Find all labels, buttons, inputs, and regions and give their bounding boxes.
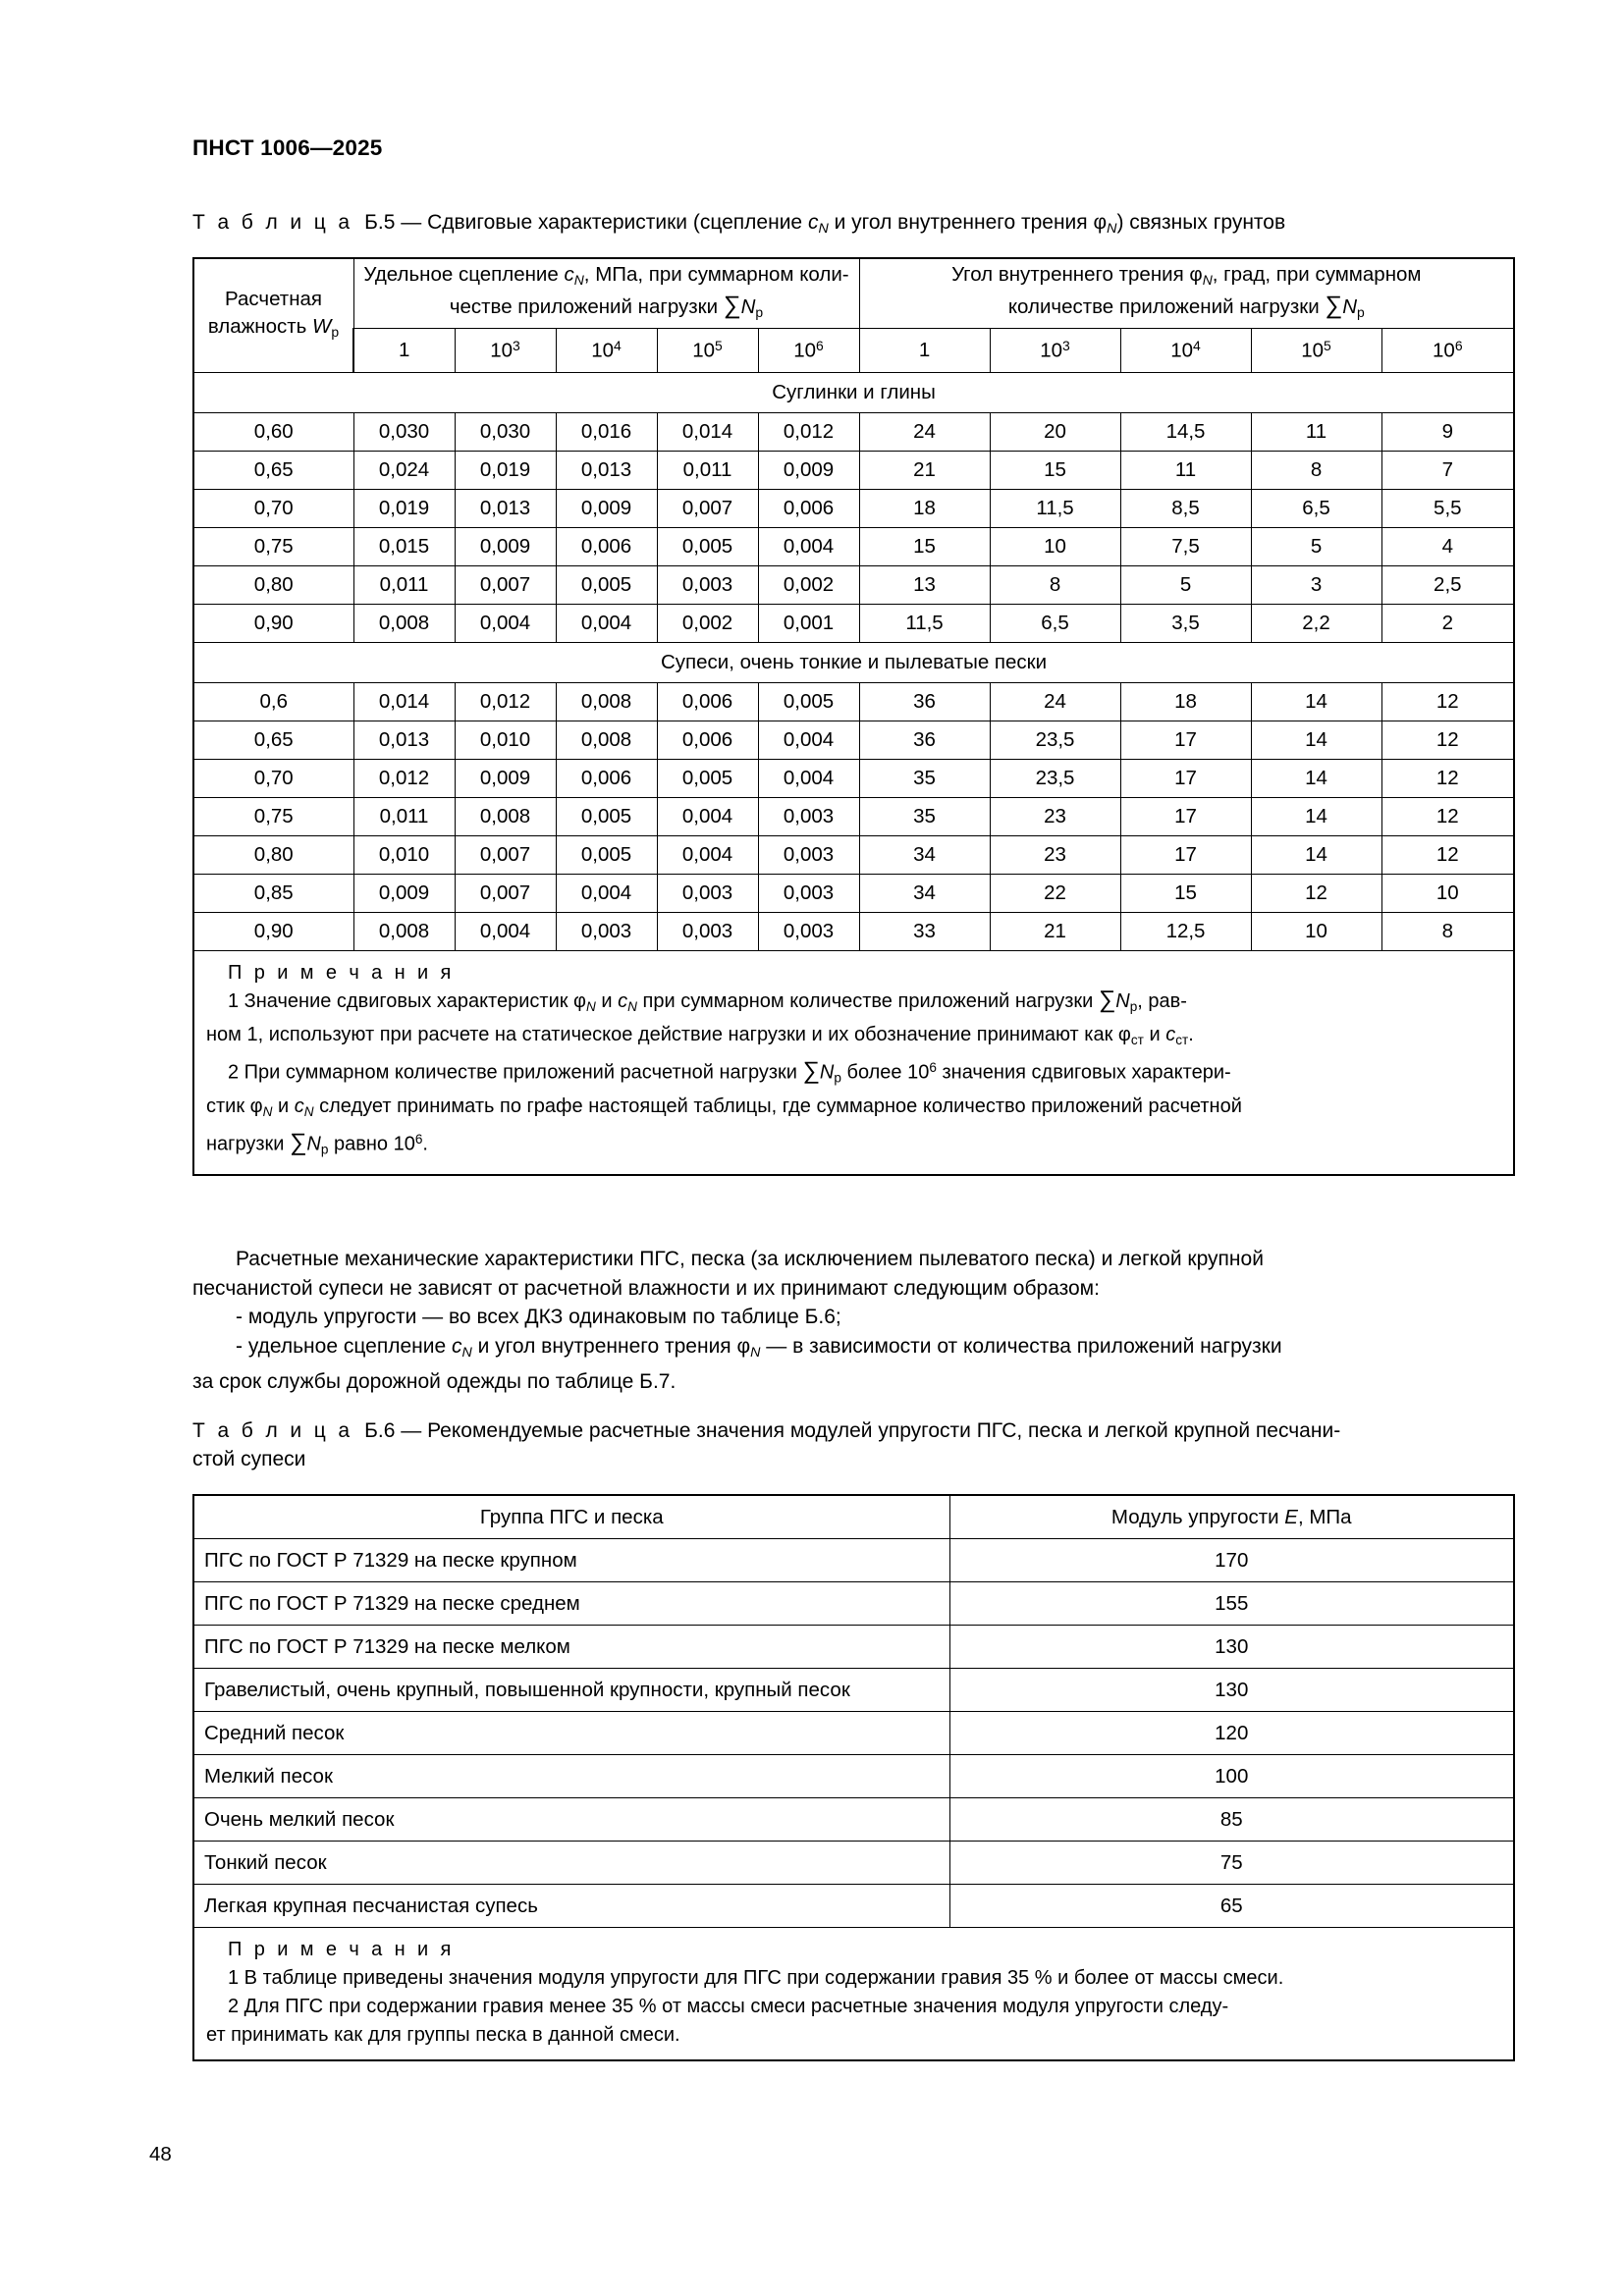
table-b5-cell-p3: 17 <box>1120 759 1251 797</box>
table-b5-cell-w: 0,80 <box>193 835 353 874</box>
table-b5-cell-c2: 0,007 <box>455 835 556 874</box>
table-b5-cell-c4: 0,005 <box>657 759 758 797</box>
table-b5-cell-c5: 0,002 <box>758 565 859 604</box>
table-b5-cell-c3: 0,013 <box>556 451 657 489</box>
table-b5-cell-c3: 0,004 <box>556 874 657 912</box>
table-b5-cell-p4: 12 <box>1251 874 1381 912</box>
table-b5-cell-w: 0,90 <box>193 604 353 642</box>
table-b5-cell-w: 0,70 <box>193 759 353 797</box>
table-b5-n-header-1-0: 1 <box>859 328 990 372</box>
table-b5-cell-p1: 34 <box>859 835 990 874</box>
table-b5-cell-w: 0,90 <box>193 912 353 950</box>
table-row <box>193 1712 1514 1755</box>
table-b5-cell-c2: 0,012 <box>455 682 556 721</box>
table-b5-cell-c5: 0,005 <box>758 682 859 721</box>
table-b5-cell-c4: 0,011 <box>657 451 758 489</box>
table-b5-cell-p4: 10 <box>1251 912 1381 950</box>
table-b5-cell-c1: 0,024 <box>353 451 455 489</box>
table-b5-cell-w: 0,6 <box>193 682 353 721</box>
table-b5-n-header-1-3: $10^5$ <box>1251 328 1381 372</box>
table-b5-note-2: 2 При суммарном количестве приложений расчетной нагрузки $\sum N_р$ более $10^6$ значения сдвиговых характери- <box>228 1057 1231 1086</box>
table-b5-cell-c2: 0,007 <box>455 874 556 912</box>
table-row <box>193 1885 1514 1928</box>
table-row <box>193 759 1514 797</box>
table-b5-cell-c4: 0,014 <box>657 412 758 451</box>
table-b6-cell-modulus: 155 <box>949 1582 1514 1626</box>
table-b5-cell-c4: 0,002 <box>657 604 758 642</box>
table-b5-cell-c5: 0,003 <box>758 835 859 874</box>
table-b5-cell-c1: 0,011 <box>353 797 455 835</box>
table-row <box>193 451 1514 489</box>
table-b5-cell-w: 0,80 <box>193 565 353 604</box>
table-row <box>193 797 1514 835</box>
table-b5-cell-c1: 0,015 <box>353 527 455 565</box>
body-paragraph-1 <box>192 1245 1513 1303</box>
table-b6-cell-modulus: 65 <box>949 1885 1514 1928</box>
table-b5-cell-c1: 0,009 <box>353 874 455 912</box>
table-b5-cell-p1: 11,5 <box>859 604 990 642</box>
table-b5-note-2-cont-a: стик φN и cN следует принимать по графе настоящей таблицы, где суммарное количество приложений расчетной <box>206 1095 1242 1119</box>
table-b5-cell-p5: 12 <box>1381 759 1514 797</box>
table-row <box>193 1842 1514 1885</box>
table-b5-cell-p3: 18 <box>1120 682 1251 721</box>
table-b5-cell-p1: 34 <box>859 874 990 912</box>
table-row <box>193 565 1514 604</box>
table-b5-n-header-0-3: $10^5$ <box>657 328 758 372</box>
table-b5-cell-c3: 0,005 <box>556 565 657 604</box>
table-row <box>193 527 1514 565</box>
table-b6-caption-text-a: — Рекомендуемые расчетные значения модулей упругости ПГС, песка и легкой крупной песчани- <box>401 1419 1341 1442</box>
table-b5-cell-p5: 2 <box>1381 604 1514 642</box>
table-b5-cell-p1: 24 <box>859 412 990 451</box>
table-b5-cell-p2: 23,5 <box>990 721 1120 759</box>
table-b5-cell-p2: 11,5 <box>990 489 1120 527</box>
table-b5-cell-c1: 0,008 <box>353 604 455 642</box>
table-b5-cell-p3: 17 <box>1120 797 1251 835</box>
table-b6-notes <box>193 1928 1514 2061</box>
table-b5-cell-c5: 0,003 <box>758 797 859 835</box>
table-row <box>193 1669 1514 1712</box>
table-b6-cell-group: Мелкий песок <box>193 1755 949 1798</box>
table-b6-cell-group: ПГС по ГОСТ Р 71329 на песке среднем <box>193 1582 949 1626</box>
table-b5-notes-title: П р и м е ч а н и я <box>228 961 455 984</box>
table-b5-cell-w: 0,75 <box>193 797 353 835</box>
body-bullet-2 <box>192 1332 1513 1397</box>
table-b5-cell-p4: 6,5 <box>1251 489 1381 527</box>
table-b5-cell-c4: 0,004 <box>657 835 758 874</box>
table-b5-cell-p1: 21 <box>859 451 990 489</box>
table-b5-cell-p2: 20 <box>990 412 1120 451</box>
table-b5-cell-p5: 8 <box>1381 912 1514 950</box>
table-b5-cell-p2: 23 <box>990 835 1120 874</box>
table-b5-cell-p3: 5 <box>1120 565 1251 604</box>
table-b5-cell-c2: 0,004 <box>455 912 556 950</box>
body-bullet-1: - модуль упругости — во всех ДКЗ одинаковым по таблице Б.6; <box>236 1306 841 1328</box>
table-b5-caption-text: — Сдвиговые характеристики (сцепление cN и угол внутреннего трения φN) связных грунтов <box>401 211 1286 237</box>
table-b5-cell-c3: 0,005 <box>556 835 657 874</box>
table-b6-note-1: 1 В таблице приведены значения модуля упругости для ПГС при содержании гравия 35 % и более от массы смеси. <box>228 1967 1284 1989</box>
table-b5-cell-c3: 0,008 <box>556 682 657 721</box>
table-b5-cell-p3: 15 <box>1120 874 1251 912</box>
table-b5-cell-c3: 0,004 <box>556 604 657 642</box>
table-b5-cell-p2: 6,5 <box>990 604 1120 642</box>
body-paragraph-1-line1: Расчетные механические характеристики ПГС, песка (за исключением пылеватого песка) и легкой крупной <box>236 1248 1264 1270</box>
table-b5-caption-label: Т а б л и ц а <box>192 211 353 234</box>
table-b6-cell-group: ПГС по ГОСТ Р 71329 на песке мелком <box>193 1626 949 1669</box>
table-b5-group1-header: Удельное сцепление cN, МПа, при суммарном коли- честве приложений нагрузки $\sum N_р$ <box>353 258 859 328</box>
table-b5-stub-header <box>193 258 353 372</box>
table-b5-cell-w: 0,70 <box>193 489 353 527</box>
table-b6 <box>192 1494 1515 2061</box>
table-row <box>193 912 1514 950</box>
table-b5-cell-p2: 15 <box>990 451 1120 489</box>
table-row <box>193 1582 1514 1626</box>
table-b5-notes <box>193 950 1514 1175</box>
table-b6-cell-modulus: 85 <box>949 1798 1514 1842</box>
table-b5-cell-p4: 2,2 <box>1251 604 1381 642</box>
table-b5-section-title-1: Супеси, очень тонкие и пылеватые пески <box>193 642 1514 682</box>
table-b5-cell-c4: 0,003 <box>657 912 758 950</box>
table-b6-caption-text-b: стой супеси <box>192 1448 306 1470</box>
table-b5-cell-c2: 0,010 <box>455 721 556 759</box>
table-row <box>193 721 1514 759</box>
table-b5-cell-p4: 14 <box>1251 797 1381 835</box>
table-b5-cell-p5: 12 <box>1381 797 1514 835</box>
table-b5-cell-p4: 14 <box>1251 835 1381 874</box>
table-b5-cell-p5: 2,5 <box>1381 565 1514 604</box>
page-number: 48 <box>149 2143 172 2165</box>
table-row <box>193 835 1514 874</box>
table-b5-n-header-1-1: $10^3$ <box>990 328 1120 372</box>
table-b6-cell-modulus: 170 <box>949 1539 1514 1582</box>
table-b5-cell-p4: 14 <box>1251 682 1381 721</box>
table-b5-cell-p1: 35 <box>859 797 990 835</box>
table-b5-cell-c3: 0,006 <box>556 759 657 797</box>
table-b5-cell-p5: 9 <box>1381 412 1514 451</box>
table-b5-group2-header: Угол внутреннего трения φN, град, при суммарном количестве приложений нагрузки $\sum N_р$ <box>859 258 1514 328</box>
table-b5-cell-p1: 36 <box>859 721 990 759</box>
table-b6-cell-modulus: 130 <box>949 1626 1514 1669</box>
table-row <box>193 1626 1514 1669</box>
table-row <box>193 604 1514 642</box>
table-b5-cell-p4: 14 <box>1251 721 1381 759</box>
table-b5-cell-p4: 8 <box>1251 451 1381 489</box>
stub-header-line2: влажность $W_р$ <box>207 314 340 340</box>
table-b5-cell-w: 0,60 <box>193 412 353 451</box>
table-b5-cell-p3: 7,5 <box>1120 527 1251 565</box>
table-b6-cell-modulus: 100 <box>949 1755 1514 1798</box>
table-b5-caption <box>192 208 1513 243</box>
table-b5-cell-p4: 5 <box>1251 527 1381 565</box>
table-b5-cell-c1: 0,012 <box>353 759 455 797</box>
table-row <box>193 1755 1514 1798</box>
table-b5-cell-c3: 0,003 <box>556 912 657 950</box>
table-b5-cell-c4: 0,003 <box>657 565 758 604</box>
table-b5-cell-p5: 7 <box>1381 451 1514 489</box>
table-b5-cell-p1: 18 <box>859 489 990 527</box>
table-b6-note-2: 2 Для ПГС при содержании гравия менее 35 % от массы смеси расчетные значения модуля упругости следу- <box>228 1996 1229 2017</box>
table-b5-cell-c2: 0,019 <box>455 451 556 489</box>
table-b5-cell-c4: 0,003 <box>657 874 758 912</box>
table-b5-cell-c5: 0,009 <box>758 451 859 489</box>
table-b5-n-header-0-2: $10^4$ <box>556 328 657 372</box>
table-b5-cell-p5: 10 <box>1381 874 1514 912</box>
table-row <box>193 1798 1514 1842</box>
table-b5-note-2-cont-b: нагрузки $\sum N_р$ равно $10^6$. <box>206 1130 428 1157</box>
table-b5-cell-c3: 0,009 <box>556 489 657 527</box>
table-b5-cell-p2: 10 <box>990 527 1120 565</box>
table-b6-cell-group: Тонкий песок <box>193 1842 949 1885</box>
table-row <box>193 874 1514 912</box>
table-b5-cell-c4: 0,007 <box>657 489 758 527</box>
table-b5-cell-p3: 12,5 <box>1120 912 1251 950</box>
table-b5-cell-p4: 3 <box>1251 565 1381 604</box>
table-b5-cell-c2: 0,008 <box>455 797 556 835</box>
table-row <box>193 412 1514 451</box>
table-row <box>193 1539 1514 1582</box>
table-b5-cell-c2: 0,009 <box>455 527 556 565</box>
table-b5-cell-p5: 12 <box>1381 682 1514 721</box>
table-b5-n-header-0-4: $10^6$ <box>758 328 859 372</box>
table-b5-cell-p2: 24 <box>990 682 1120 721</box>
table-b5-cell-p1: 15 <box>859 527 990 565</box>
table-b5-cell-p3: 11 <box>1120 451 1251 489</box>
table-b6-caption-number: Б.6 <box>364 1419 396 1442</box>
table-b5-cell-c2: 0,013 <box>455 489 556 527</box>
stub-header-line1: Расчетная <box>224 287 323 310</box>
table-b5-n-header-0-0: 1 <box>353 328 455 372</box>
table-b5-n-header-1-2: $10^4$ <box>1120 328 1251 372</box>
table-b5-cell-c5: 0,003 <box>758 874 859 912</box>
table-b5-cell-w: 0,85 <box>193 874 353 912</box>
table-row <box>193 489 1514 527</box>
table-b5-cell-p3: 14,5 <box>1120 412 1251 451</box>
table-b5-cell-c1: 0,019 <box>353 489 455 527</box>
table-b6-header-group: Группа ПГС и песка <box>193 1495 949 1539</box>
table-b5-cell-p2: 21 <box>990 912 1120 950</box>
table-b5-cell-w: 0,65 <box>193 721 353 759</box>
table-b5-cell-c5: 0,006 <box>758 489 859 527</box>
table-b5-cell-c1: 0,011 <box>353 565 455 604</box>
table-b6-cell-group: Легкая крупная песчанистая супесь <box>193 1885 949 1928</box>
table-b6-header-modulus: Модуль упругости E, МПа <box>949 1495 1514 1539</box>
table-b5-cell-c3: 0,016 <box>556 412 657 451</box>
table-b6-caption <box>192 1416 1513 1473</box>
table-b5-cell-w: 0,65 <box>193 451 353 489</box>
table-b5-cell-c2: 0,004 <box>455 604 556 642</box>
table-b5-cell-c4: 0,006 <box>657 721 758 759</box>
table-b5-cell-c3: 0,005 <box>556 797 657 835</box>
table-b5-cell-c4: 0,005 <box>657 527 758 565</box>
table-b5-cell-p5: 12 <box>1381 835 1514 874</box>
table-b6-notes-title: П р и м е ч а н и я <box>228 1939 455 1960</box>
table-b6-cell-group: Гравелистый, очень крупный, повышенной крупности, крупный песок <box>193 1669 949 1712</box>
table-b5-cell-p2: 22 <box>990 874 1120 912</box>
table-b6-caption-label: Т а б л и ц а <box>192 1419 353 1442</box>
table-b6-cell-modulus: 75 <box>949 1842 1514 1885</box>
table-b5-cell-c3: 0,006 <box>556 527 657 565</box>
table-row <box>193 682 1514 721</box>
table-b5-cell-c5: 0,004 <box>758 759 859 797</box>
table-b5-caption-number: Б.5 <box>364 211 396 234</box>
table-b5-cell-c1: 0,030 <box>353 412 455 451</box>
table-b5-cell-c5: 0,012 <box>758 412 859 451</box>
table-b5-cell-c5: 0,003 <box>758 912 859 950</box>
table-b5-cell-c4: 0,004 <box>657 797 758 835</box>
table-b5-cell-p4: 11 <box>1251 412 1381 451</box>
table-b5-cell-c1: 0,008 <box>353 912 455 950</box>
document-header: ПНСТ 1006—2025 <box>192 135 383 160</box>
table-b5-cell-c2: 0,007 <box>455 565 556 604</box>
table-b5-n-header-1-4: $10^6$ <box>1381 328 1514 372</box>
table-b5-cell-c4: 0,006 <box>657 682 758 721</box>
table-b5 <box>192 257 1515 1176</box>
table-b5-cell-c1: 0,013 <box>353 721 455 759</box>
table-b6-cell-group: ПГС по ГОСТ Р 71329 на песке крупном <box>193 1539 949 1582</box>
table-b6-cell-modulus: 130 <box>949 1669 1514 1712</box>
table-b5-cell-p2: 8 <box>990 565 1120 604</box>
table-b5-cell-p5: 12 <box>1381 721 1514 759</box>
table-b5-cell-p3: 8,5 <box>1120 489 1251 527</box>
table-b5-cell-c5: 0,004 <box>758 527 859 565</box>
table-b5-cell-p3: 17 <box>1120 835 1251 874</box>
table-b5-cell-w: 0,75 <box>193 527 353 565</box>
table-b6-cell-group: Средний песок <box>193 1712 949 1755</box>
table-b5-note-1-cont: ном 1, используют при расчете на статическое действие нагрузки и их обозначение принимают как $\varphi_{ст}$ и $c_{ст}$. <box>206 1023 1194 1047</box>
table-b5-cell-p2: 23 <box>990 797 1120 835</box>
table-b5-cell-p1: 13 <box>859 565 990 604</box>
table-b5-cell-c3: 0,008 <box>556 721 657 759</box>
table-b5-cell-c1: 0,010 <box>353 835 455 874</box>
table-b5-cell-p5: 5,5 <box>1381 489 1514 527</box>
table-b5-cell-c2: 0,009 <box>455 759 556 797</box>
table-b5-n-header-0-1: $10^3$ <box>455 328 556 372</box>
body-bullet-2-line2: за срок службы дорожной одежды по таблице Б.7. <box>192 1369 677 1393</box>
table-b5-cell-p1: 33 <box>859 912 990 950</box>
table-b5-cell-c1: 0,014 <box>353 682 455 721</box>
table-b5-cell-p3: 3,5 <box>1120 604 1251 642</box>
table-b5-cell-c5: 0,001 <box>758 604 859 642</box>
table-b5-cell-p5: 4 <box>1381 527 1514 565</box>
table-b5-note-1: 1 Значение сдвиговых характеристик φN и cN при суммарном количестве приложений нагрузки $\sum N_р$, рав- <box>228 986 1187 1014</box>
table-b5-cell-p2: 23,5 <box>990 759 1120 797</box>
table-b6-note-2-cont: ет принимать как для группы песка в данной смеси. <box>206 2024 680 2046</box>
table-b5-cell-c2: 0,030 <box>455 412 556 451</box>
table-b6-cell-group: Очень мелкий песок <box>193 1798 949 1842</box>
table-b6-cell-modulus: 120 <box>949 1712 1514 1755</box>
table-b5-cell-p4: 14 <box>1251 759 1381 797</box>
table-b5-section-title-0: Суглинки и глины <box>193 372 1514 412</box>
table-b5-cell-p3: 17 <box>1120 721 1251 759</box>
body-paragraph-1-line2: песчанистой супеси не зависят от расчетной влажности и их принимают следующим образом: <box>192 1276 1100 1300</box>
body-bullet-2-line1: - удельное сцепление cN и угол внутреннего трения φN — в зависимости от количества приложений нагрузки <box>236 1334 1282 1361</box>
table-b5-cell-p1: 35 <box>859 759 990 797</box>
table-b5-cell-p1: 36 <box>859 682 990 721</box>
table-b5-cell-c5: 0,004 <box>758 721 859 759</box>
